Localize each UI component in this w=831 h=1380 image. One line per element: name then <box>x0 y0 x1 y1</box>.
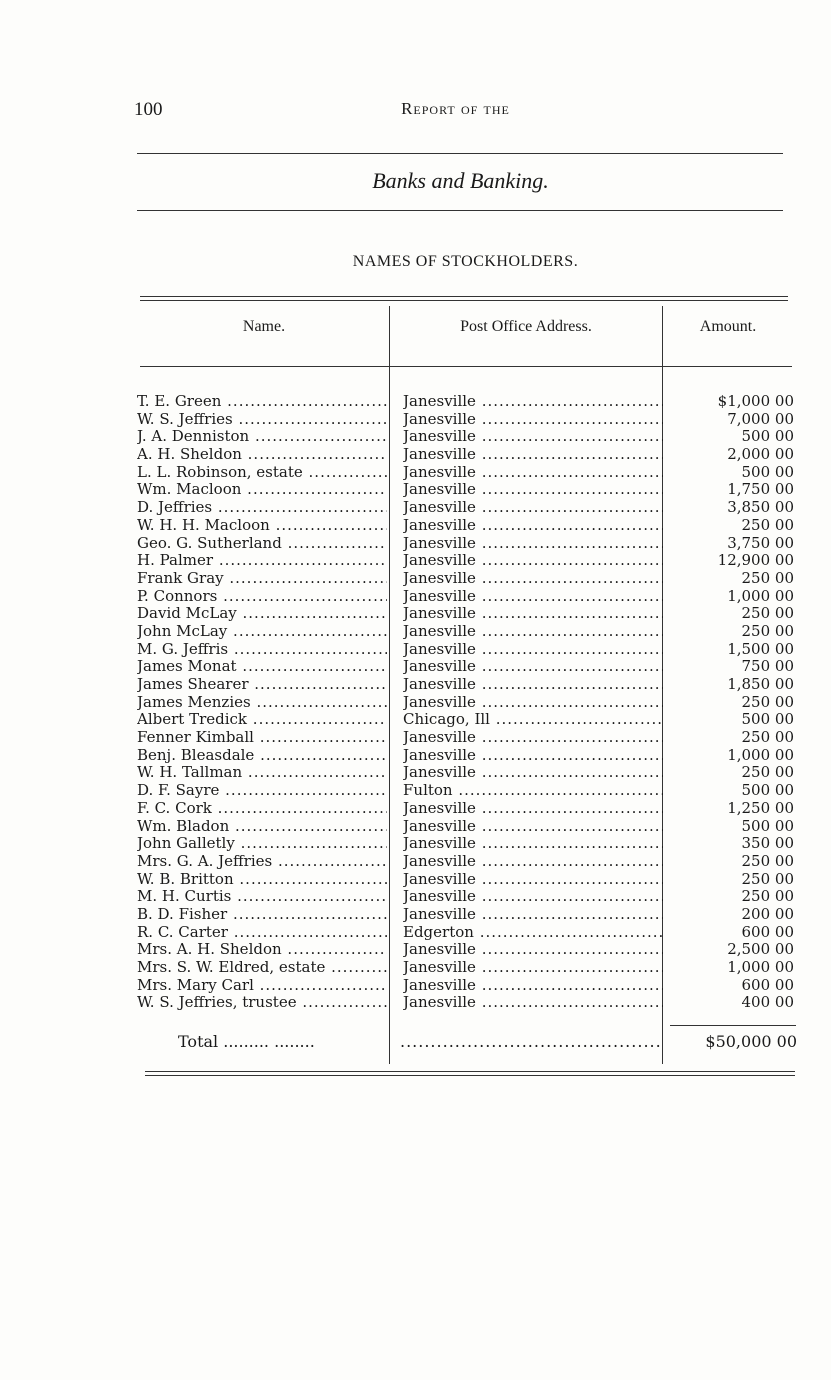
post-office-address: Janesville ..... <box>403 994 663 1012</box>
table-row <box>137 924 797 942</box>
amount: 400 00 <box>741 993 794 1012</box>
header-amount: Amount. <box>699 318 757 335</box>
table-row <box>137 818 797 836</box>
stockholder-name: D. Jeffries ..... <box>137 499 387 517</box>
stockholder-name: W. B. Britton ..... <box>137 871 387 889</box>
table-row <box>137 411 797 429</box>
running-head <box>0 99 831 119</box>
stockholder-name: B. D. Fisher ..... <box>137 906 387 924</box>
post-office-address: Fulton ..... <box>403 782 663 800</box>
amount: 2,000 00 <box>727 445 794 464</box>
stockholder-name: F. C. Cork ..... <box>137 800 387 818</box>
amount: 250 00 <box>741 728 794 747</box>
table-row <box>137 517 797 535</box>
section-rule <box>137 210 783 211</box>
amount: 350 00 <box>741 834 794 853</box>
post-office-address: Janesville ..... <box>403 818 663 836</box>
amount: 1,000 00 <box>727 958 794 976</box>
post-office-address: Janesville ..... <box>403 871 663 889</box>
total-label-text: Total <box>178 1032 219 1051</box>
table-row <box>137 871 797 889</box>
post-office-address: Janesville ..... <box>403 605 663 623</box>
total-leader: ......... ........ <box>218 1032 315 1051</box>
post-office-address: Janesville ..... <box>403 393 663 411</box>
post-office-address: Janesville ..... <box>403 853 663 871</box>
header-name: Name. <box>242 318 286 335</box>
table-row <box>137 888 797 906</box>
table-row <box>137 711 797 729</box>
table-row <box>137 764 797 782</box>
stockholder-name: John McLay ..... <box>137 623 387 641</box>
table-row <box>137 906 797 924</box>
amount: 250 00 <box>741 887 794 906</box>
amount: 3,850 00 <box>727 498 794 517</box>
stockholder-name: James Monat ..... <box>137 658 387 676</box>
post-office-address: Janesville ..... <box>403 906 663 924</box>
stockholder-name: Mrs. Mary Carl ..... <box>137 977 387 995</box>
amount: 600 00 <box>741 975 794 994</box>
table-row <box>137 977 797 995</box>
amount: $1,000 00 <box>717 392 794 410</box>
stockholder-name: J. A. Denniston ..... <box>137 428 387 446</box>
amount: 500 00 <box>741 462 794 481</box>
post-office-address: Janesville ..... <box>403 588 663 606</box>
stockholder-name: Mrs. G. A. Jeffries ..... <box>137 853 387 871</box>
post-office-address: Janesville ..... <box>403 658 663 676</box>
stockholder-name: D. F. Sayre ..... <box>137 782 387 800</box>
post-office-address: Janesville ..... <box>403 835 663 853</box>
stockholder-name: W. S. Jeffries, trustee ..... <box>137 994 387 1012</box>
amount: 1,850 00 <box>727 675 794 693</box>
table-title <box>0 253 831 271</box>
stockholder-name: P. Connors ..... <box>137 588 387 606</box>
stockholder-name: Geo. G. Sutherland ..... <box>137 535 387 553</box>
amount: 250 00 <box>741 515 794 534</box>
total-amount: $50,000 00 <box>705 1032 797 1051</box>
table-row <box>137 588 797 606</box>
stockholder-name: Frank Gray ..... <box>137 570 387 588</box>
stockholder-name: Wm. Macloon ..... <box>137 481 387 499</box>
amount: 250 00 <box>741 621 794 640</box>
stockholder-name: W. H. Tallman ..... <box>137 764 387 782</box>
total-rule <box>670 1025 796 1026</box>
post-office-address: Janesville ..... <box>403 764 663 782</box>
table-bottom-rule-2 <box>145 1075 795 1076</box>
amount: 750 00 <box>741 657 794 676</box>
table-row <box>137 605 797 623</box>
table-row <box>137 694 797 712</box>
post-office-address: Janesville ..... <box>403 535 663 553</box>
table-row <box>137 941 797 959</box>
table-row <box>137 499 797 517</box>
amount: 500 00 <box>741 816 794 835</box>
post-office-address: Janesville ..... <box>403 464 663 482</box>
stockholder-name: T. E. Green ..... <box>137 393 387 411</box>
table-top-rule-2 <box>140 300 788 301</box>
table-row <box>137 428 797 446</box>
amount: 1,000 00 <box>727 586 794 605</box>
table-row <box>137 446 797 464</box>
stockholder-name: Albert Tredick ..... <box>137 711 387 729</box>
post-office-address: Janesville ..... <box>403 570 663 588</box>
stockholder-name: H. Palmer ..... <box>137 552 387 570</box>
stockholder-name: W. S. Jeffries ..... <box>137 411 387 429</box>
post-office-address: Janesville ..... <box>403 977 663 995</box>
table-row <box>137 552 797 570</box>
table-row <box>137 853 797 871</box>
amount: 500 00 <box>741 427 794 446</box>
stockholder-name: Mrs. S. W. Eldred, estate ..... <box>137 959 387 977</box>
table-row <box>137 623 797 641</box>
post-office-address: Janesville ..... <box>403 676 663 694</box>
header-rule <box>140 366 792 367</box>
table-row <box>137 782 797 800</box>
post-office-address: Janesville ..... <box>403 800 663 818</box>
table-row <box>137 994 797 1012</box>
total-label <box>178 1032 315 1051</box>
table-row <box>137 535 797 553</box>
section-title <box>0 168 831 194</box>
stockholder-name: Fenner Kimball ..... <box>137 729 387 747</box>
amount: 2,500 00 <box>727 940 794 959</box>
post-office-address: Janesville ..... <box>403 888 663 906</box>
post-office-address: Janesville ..... <box>403 729 663 747</box>
stockholder-name: James Menzies ..... <box>137 694 387 712</box>
amount: 7,000 00 <box>727 409 794 428</box>
amount: 12,900 00 <box>717 551 794 570</box>
table-bottom-rule <box>145 1071 795 1072</box>
top-rule <box>137 153 783 154</box>
post-office-address: Janesville ..... <box>403 959 663 977</box>
stockholder-name: R. C. Carter ..... <box>137 924 387 942</box>
post-office-address: Chicago, Ill ..... <box>403 711 663 729</box>
table-row <box>137 658 797 676</box>
section-title-text: Banks and Banking. <box>372 168 549 193</box>
amount: 1,250 00 <box>727 798 794 817</box>
post-office-address: Janesville ..... <box>403 446 663 464</box>
amount: 500 00 <box>741 781 794 800</box>
post-office-address: Janesville ..... <box>403 623 663 641</box>
stockholder-name: Benj. Bleasdale ..... <box>137 747 387 765</box>
post-office-address: Janesville ..... <box>403 641 663 659</box>
stockholder-name: L. L. Robinson, estate ..... <box>137 464 387 482</box>
stockholder-name: A. H. Sheldon ..... <box>137 446 387 464</box>
stockholder-name: James Shearer ..... <box>137 676 387 694</box>
post-office-address: Janesville ..... <box>403 428 663 446</box>
stockholder-name: John Galletly ..... <box>137 835 387 853</box>
table-row <box>137 393 797 411</box>
stockholder-name: W. H. H. Macloon ..... <box>137 517 387 535</box>
stockholder-name: M. H. Curtis ..... <box>137 888 387 906</box>
post-office-address: Janesville ..... <box>403 552 663 570</box>
stockholder-rows <box>137 393 797 1012</box>
table-row <box>137 800 797 818</box>
table-top-rule <box>140 296 788 297</box>
table-row <box>137 835 797 853</box>
post-office-address: Janesville ..... <box>403 941 663 959</box>
amount: 1,500 00 <box>727 639 794 658</box>
amount: 500 00 <box>741 710 794 729</box>
amount: 1,750 00 <box>727 480 794 499</box>
post-office-address: Edgerton ..... <box>403 924 663 942</box>
amount: 250 00 <box>741 568 794 587</box>
amount: 250 00 <box>741 692 794 711</box>
table-row <box>137 570 797 588</box>
amount: 1,000 00 <box>727 745 794 764</box>
running-title: Report of the <box>401 99 510 118</box>
amount: 3,750 00 <box>727 533 794 552</box>
post-office-address: Janesville ..... <box>403 747 663 765</box>
post-office-address: Janesville ..... <box>403 481 663 499</box>
table-row <box>137 747 797 765</box>
post-office-address: Janesville ..... <box>403 517 663 535</box>
amount: 250 00 <box>741 851 794 870</box>
amount: 250 00 <box>741 763 794 782</box>
table-row <box>137 641 797 659</box>
stockholder-name: David McLay ..... <box>137 605 387 623</box>
stockholder-name: M. G. Jeffris ..... <box>137 641 387 659</box>
table-row <box>137 481 797 499</box>
table-row <box>137 959 797 977</box>
post-office-address: Janesville ..... <box>403 694 663 712</box>
page-number: 100 <box>134 99 163 120</box>
header-address: Post Office Address. <box>460 318 592 335</box>
amount: 200 00 <box>741 904 794 923</box>
stockholder-name: Wm. Bladon ..... <box>137 818 387 836</box>
amount: 250 00 <box>741 869 794 888</box>
table-row <box>137 464 797 482</box>
amount: 600 00 <box>741 922 794 941</box>
stockholder-name: Mrs. A. H. Sheldon ..... <box>137 941 387 959</box>
total-leader-address: ........................................... <box>400 1032 662 1051</box>
post-office-address: Janesville ..... <box>403 411 663 429</box>
amount: 250 00 <box>741 604 794 623</box>
post-office-address: Janesville ..... <box>403 499 663 517</box>
table-title-text: NAMES OF STOCKHOLDERS. <box>352 253 579 270</box>
table-row <box>137 676 797 694</box>
table-row <box>137 729 797 747</box>
